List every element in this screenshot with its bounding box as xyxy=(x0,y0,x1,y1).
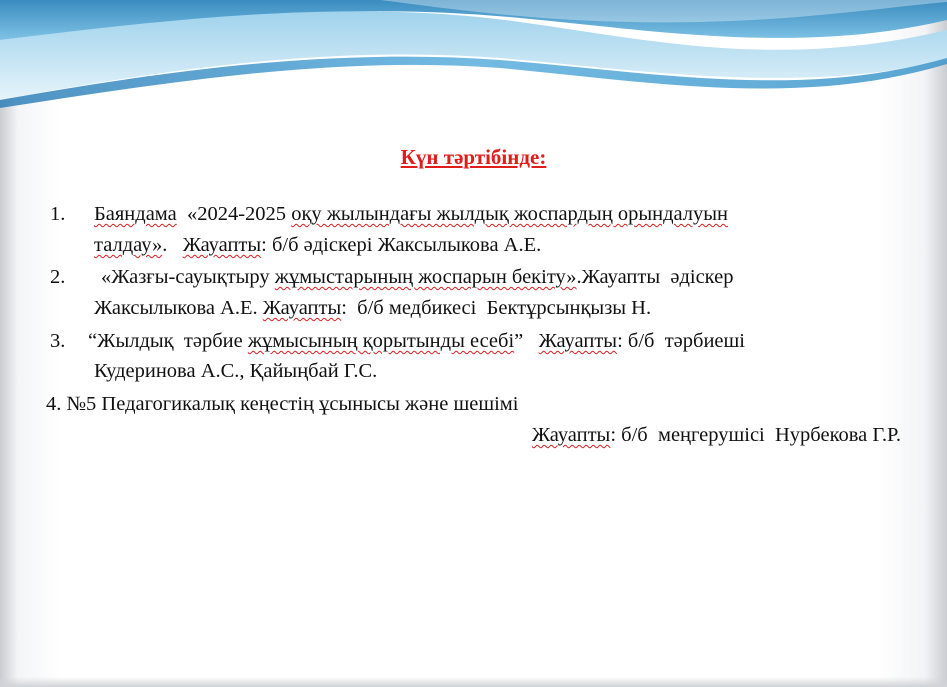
item-2-line-2 xyxy=(94,297,651,320)
item-2-line-1 xyxy=(101,266,733,289)
item-1-text-c: оқу жылындағы жылдық жоспардың орындалуын xyxy=(291,203,729,225)
item-2-responsible-label: Жауапты xyxy=(262,297,342,319)
item-1-text-a: Баяндама xyxy=(94,203,177,225)
item-1-text-b: «2024-2025 xyxy=(176,203,292,225)
item-3-responsible: : б/б тәрбиеші xyxy=(617,330,745,352)
item-3-line-2 xyxy=(94,360,377,383)
item-3-responsible-label: Жауапты xyxy=(538,330,618,352)
item-1-line-1 xyxy=(94,203,728,226)
agenda-title: Күн тәртібінде: xyxy=(400,145,547,169)
item-2-responsible: : б/б медбикесі Бектұрсынқызы Н. xyxy=(341,297,652,319)
final-responsible xyxy=(532,424,901,447)
item-3-number: 3. xyxy=(50,330,66,352)
item-3-text-a: “Жылдық тәрбие xyxy=(88,330,248,352)
item-3-text-b: жұмысының қорытынды есебі xyxy=(247,330,515,352)
final-responsible-label: Жауапты xyxy=(531,424,611,446)
item-3-text-c: ” xyxy=(514,330,539,352)
item-3-line-1 xyxy=(88,330,745,353)
item-3-text-d: Кудеринова А.С., Қайыңбай Г.С. xyxy=(94,360,378,382)
item-4-text: 4. №5 Педагогикалық кеңестің ұсынысы және шешімі xyxy=(46,393,519,415)
item-2-text-b: жұмыстарының жоспарын бекіту» xyxy=(274,266,577,288)
item-1-text-e: . xyxy=(162,234,183,256)
item-2-text-a: «Жазғы-сауықтыру xyxy=(101,266,275,288)
item-4-line xyxy=(46,393,518,416)
item-2-number: 2. xyxy=(50,266,66,288)
final-responsible-text: : б/б меңгерушісі Нурбекова Г.Р. xyxy=(610,424,901,446)
item-2-text-c: .Жауапты әдіскер xyxy=(576,266,734,288)
item-2-text-d: Жаксылыкова А.Е. xyxy=(94,297,263,319)
item-1-responsible: : б/б әдіскері Жаксылыкова А.Е. xyxy=(261,234,542,256)
item-1-text-d: талдау» xyxy=(94,234,163,256)
item-1-responsible-label: Жауапты xyxy=(182,234,262,256)
item-1-number: 1. xyxy=(50,203,66,225)
item-1-line-2 xyxy=(94,234,541,257)
